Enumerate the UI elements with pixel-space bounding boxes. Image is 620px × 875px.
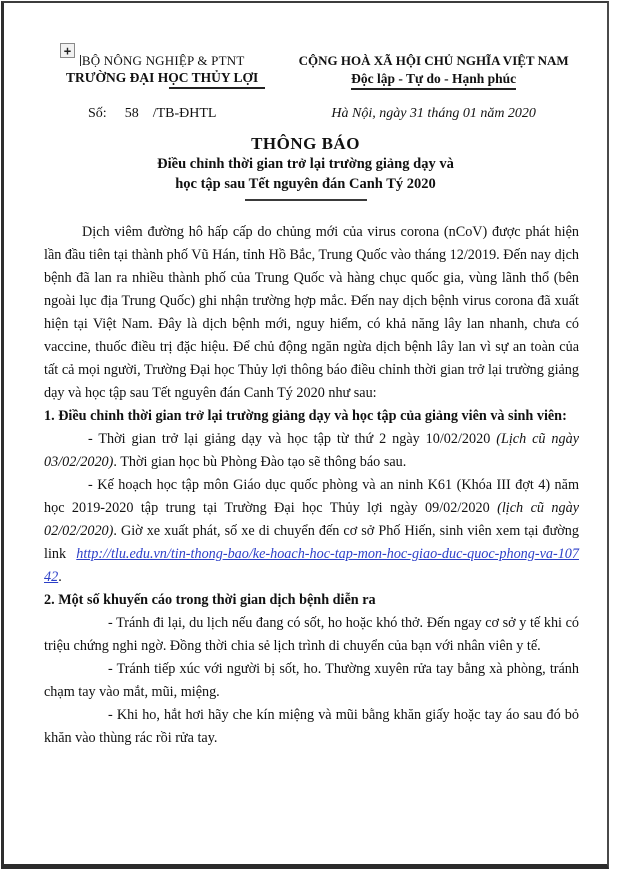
section-1-bullet-2	[44, 474, 579, 589]
org-parent-name: BỘ NÔNG NGHIỆP & PTNT	[81, 53, 245, 68]
old-schedule-note: (Lịch cũ ngày 03/02/2020)	[44, 431, 580, 470]
document-page	[1, 1, 609, 869]
title-divider-line	[245, 199, 367, 201]
national-header-block	[284, 53, 583, 90]
intro-paragraph: Dịch viêm đường hô hấp cấp do chủng mới của virus corona (nCoV) được phát hiện lần đầu tiên tại thành phố Vũ Hán, tỉnh Hồ Bắc, Trung Quốc vào tháng 12/2019. Đến nay dịch bệnh đã lan ra nhiều thành phố của Trung Quốc và hàng chục quốc gia, vùng lãnh thổ (bên ngoài lục địa Trung Quốc) ghi nhận trường hợp mắc. Đến nay dịch bệnh virus corona đã xuất hiện tại Việt Nam. Đây là dịch bệnh mới, nguy hiểm, có khả năng lây lan nhanh, chưa có vaccine, thuốc điều trị đặc hiệu. Để chủ động ngăn ngừa dịch bệnh lây lan vì sự an toàn của tất cả mọi người, Trường Đại học Thủy lợi thông báo điều chỉnh thời gian trở lại trường giảng dạy và học tập sau Tết nguyên đán Canh Tý 2020 như sau:	[44, 224, 579, 401]
bullet-text: - Thời gian trở lại giảng dạy và học tập từ thứ 2 ngày 10/02/2020	[88, 431, 497, 447]
org-parent-line	[40, 53, 284, 69]
bullet-text: - Kế hoạch học tập môn Giáo dục quốc phòng và an ninh K61 (Khóa III đợt 4) năm học 2019-2020 tập trung tại Trường Đại học Thủy lợi ngày 09/02/2020	[44, 477, 579, 516]
place-and-date: Hà Nội, ngày 31 tháng 01 năm 2020	[331, 106, 536, 121]
org-name: TRƯỜNG ĐẠI HỌC THỦY LỢI	[66, 70, 259, 85]
document-number-label: Số:	[88, 106, 107, 121]
national-motto-text: Độc lập - Tự do - Hạnh phúc	[351, 71, 516, 90]
document-number-suffix: /TB-ĐHTL	[152, 106, 217, 121]
section-2-heading: 2. Một số khuyến cáo trong thời gian dịch bệnh diễn ra	[44, 592, 376, 608]
document-number	[40, 106, 284, 122]
section-2-bullet-3: - Khi ho, hắt hơi hãy che kín miệng và mũi bằng khăn giấy hoặc tay áo sau đó bỏ khăn vào thùng rác rồi rửa tay.	[44, 707, 579, 746]
document-body	[44, 221, 579, 750]
issuing-org-block	[40, 53, 284, 90]
section-1-bullet-1	[44, 428, 579, 474]
plus-icon: +	[63, 43, 72, 58]
document-header	[40, 53, 583, 90]
old-schedule-note: (lịch cũ ngày 02/02/2020)	[44, 500, 579, 539]
section-2-bullet-2: - Tránh tiếp xúc với người bị sốt, ho. Thường xuyên rửa tay bằng xà phòng, tránh chạm tay vào mắt, mũi, miệng.	[44, 661, 579, 700]
section-1-heading: 1. Điều chỉnh thời gian trở lại trường giảng dạy và học tập của giảng viên và sinh viên:	[44, 408, 567, 424]
document-title-block	[4, 134, 607, 201]
national-motto	[284, 71, 583, 90]
schedule-hyperlink[interactable]: http://tlu.edu.vn/tin-thong-bao/ke-hoach-hoc-tap-mon-hoc-giao-duc-quoc-phong-va-10742	[44, 546, 579, 585]
bullet-text: . Giờ xe xuất phát, số xe di chuyển đến cơ sở Phố Hiến, sinh viên xem tại đường link	[44, 523, 579, 562]
document-subtitle-line1: Điều chỉnh thời gian trở lại trường giảng dạy và	[157, 156, 454, 172]
section-2-bullet-1: - Tránh đi lại, du lịch nếu đang có sốt, ho hoặc khó thở. Đến ngay cơ sở y tế khi có triệu chứng nghi ngờ. Đồng thời chia sẻ lịch trình di chuyển của bạn với nhân viên y tế.	[44, 615, 579, 654]
bullet-text: . Thời gian học bù Phòng Đào tạo sẽ thông báo sau.	[113, 454, 407, 470]
org-name-underline	[169, 87, 265, 89]
annotation-expand-icon[interactable]	[60, 43, 75, 58]
bullet-text: .	[58, 569, 62, 585]
document-meta-row	[40, 106, 583, 122]
text-caret	[80, 55, 81, 66]
document-subtitle-line2: học tập sau Tết nguyên đán Canh Tý 2020	[175, 176, 436, 192]
national-title: CỘNG HOÀ XÃ HỘI CHỦ NGHĨA VIỆT NAM	[298, 53, 569, 68]
document-number-value: 58	[124, 106, 139, 121]
document-type-title: THÔNG BÁO	[251, 134, 360, 153]
